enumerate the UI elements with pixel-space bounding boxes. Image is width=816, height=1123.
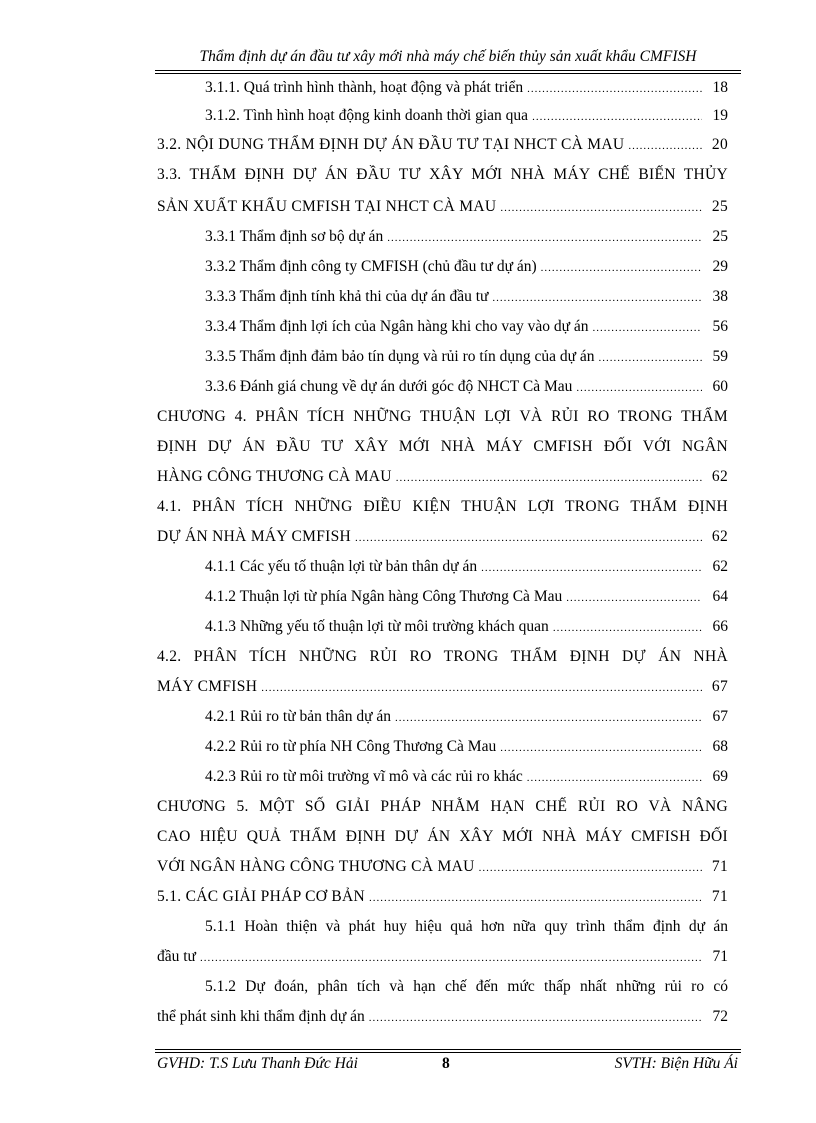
toc-entry-title: 5.1. CÁC GIẢI PHÁP CƠ BẢN	[157, 888, 366, 905]
toc-entry-4-2-1[interactable]	[205, 706, 728, 728]
toc-entry-title: 3.3.2 Thẩm định công ty CMFISH (chủ đầu tư dự án)	[205, 258, 537, 275]
toc-entry-5-1-2[interactable]	[157, 1006, 728, 1028]
toc-entry-page: 56	[712, 318, 728, 335]
toc-entry-title: 3.3.3 Thẩm định tính khả thi của dự án đầu tư	[205, 288, 489, 305]
toc-entry-3-3-1[interactable]	[205, 226, 728, 248]
toc-entry-title: 3.1.2. Tình hình hoạt động kinh doanh thời gian qua	[205, 107, 529, 124]
toc-entry-title: 3.3.5 Thẩm định đảm bảo tín dụng và rủi ro tín dụng của dự án	[205, 348, 595, 365]
toc-entry-page: 67	[712, 708, 728, 725]
toc-entry-page: 68	[712, 738, 728, 755]
toc-entry-title: MÁY CMFISH	[157, 678, 258, 695]
toc-entry-page: 25	[712, 228, 728, 245]
footer-advisor: GVHD: T.S Lưu Thanh Đức Hải	[157, 1055, 358, 1072]
toc-entry-page: 29	[712, 258, 728, 275]
toc-entry-4-2-line1[interactable]: 4.2. PHÂN TÍCH NHỮNG RỦI RO TRONG THẨM ĐỊNH DỰ ÁN NHÀ	[157, 648, 728, 665]
toc-entry-4-1-2[interactable]	[205, 586, 728, 608]
toc-entry-title: 4.2.1 Rủi ro từ bản thân dự án	[205, 708, 391, 725]
toc-entry-page: 62	[712, 558, 728, 575]
toc-entry-3-1-1[interactable]	[205, 77, 728, 99]
page-header-title: Thẩm định dự án đầu tư xây mới nhà máy chế biến thủy sản xuất khẩu CMFISH	[199, 48, 697, 65]
toc-entry-page: 71	[711, 888, 728, 905]
toc-entry-page: 59	[712, 348, 728, 365]
toc-entry-page: 62	[711, 468, 728, 485]
toc-chapter-5-line1[interactable]: CHƯƠNG 5. MỘT SỐ GIẢI PHÁP NHẰM HẠN CHẾ RỦI RO VÀ NÂNG	[157, 798, 728, 815]
toc-entry-title: 4.2.3 Rủi ro từ môi trường vĩ mô và các rủi ro khác	[205, 768, 523, 785]
toc-entry-5-1[interactable]	[157, 886, 728, 908]
toc-entry-title: VỚI NGÂN HÀNG CÔNG THƯƠNG CÀ MAU	[157, 858, 475, 875]
toc-entry-3-3-3[interactable]	[205, 286, 728, 308]
toc-entry-page: 69	[712, 768, 728, 785]
toc-entry-3-3-6[interactable]	[205, 376, 728, 398]
toc-entry-title: 4.1.3 Những yếu tố thuận lợi từ môi trường khách quan	[205, 618, 549, 635]
toc-chapter-5[interactable]	[157, 856, 728, 878]
toc-entry-4-1-line1[interactable]: 4.1. PHÂN TÍCH NHỮNG ĐIỀU KIỆN THUẬN LỢI TRONG THẨM ĐỊNH	[157, 498, 728, 515]
toc-entry-page: 19	[712, 107, 728, 124]
toc-entry-title: DỰ ÁN NHÀ MÁY CMFISH	[157, 528, 351, 545]
toc-entry-page: 60	[712, 378, 728, 395]
toc-entry-title: HÀNG CÔNG THƯƠNG CÀ MAU	[157, 468, 392, 485]
toc-entry-5-1-1[interactable]	[157, 946, 728, 968]
toc-entry-4-1-3[interactable]	[205, 616, 728, 638]
toc-entry-4-1-1[interactable]	[205, 556, 728, 578]
toc-entry-title: 3.3.4 Thẩm định lợi ích của Ngân hàng khi cho vay vào dự án	[205, 318, 589, 335]
toc-entry-3-3-5[interactable]	[205, 346, 728, 368]
toc-entry-page: 18	[712, 79, 728, 96]
toc-entry-title: 3.2. NỘI DUNG THẨM ĐỊNH DỰ ÁN ĐẦU TƯ TẠI NHCT CÀ MAU	[157, 136, 625, 153]
toc-entry-page: 67	[711, 678, 728, 695]
toc-entry-page: 64	[712, 588, 728, 605]
toc-entry-title: 3.3.6 Đánh giá chung về dự án dưới góc độ NHCT Cà Mau	[205, 378, 573, 395]
footer-page-number: 8	[442, 1055, 450, 1072]
toc-chapter-5-line2[interactable]: CAO HIỆU QUẢ THẨM ĐỊNH DỰ ÁN XÂY MỚI NHÀ MÁY CMFISH ĐỐI	[157, 828, 728, 845]
toc-entry-3-3-line1[interactable]: 3.3. THẨM ĐỊNH DỰ ÁN ĐẦU TƯ XÂY MỚI NHÀ MÁY CHẾ BIẾN THỦY	[157, 166, 728, 183]
toc-entry-title: 4.1.1 Các yếu tố thuận lợi từ bản thân dự án	[205, 558, 478, 575]
toc-entry-3-3[interactable]	[157, 196, 728, 218]
toc-entry-title: đầu tư	[157, 948, 196, 965]
toc-entry-page: 71	[712, 948, 728, 965]
toc-entry-page: 66	[712, 618, 728, 635]
toc-entry-3-1-2[interactable]	[205, 105, 728, 127]
footer-rule	[155, 1052, 741, 1053]
toc-entry-title: SẢN XUẤT KHẨU CMFISH TẠI NHCT CÀ MAU	[157, 198, 497, 215]
toc-entry-3-3-2[interactable]	[205, 256, 728, 278]
toc-entry-5-1-2-line1[interactable]: 5.1.2 Dự đoán, phân tích và hạn chế đến mức thấp nhất những rủi ro có	[205, 978, 728, 995]
toc-entry-3-3-4[interactable]	[205, 316, 728, 338]
toc-entry-page: 38	[712, 288, 728, 305]
toc-entry-5-1-1-line1[interactable]: 5.1.1 Hoàn thiện và phát huy hiệu quả hơn nữa quy trình thẩm định dự án	[205, 918, 728, 935]
toc-entry-page: 20	[711, 136, 728, 153]
toc-entry-3-2[interactable]	[157, 134, 728, 156]
toc-entry-4-2[interactable]	[157, 676, 728, 698]
toc-entry-4-2-3[interactable]	[205, 766, 728, 788]
toc-chapter-4-line1[interactable]: CHƯƠNG 4. PHÂN TÍCH NHỮNG THUẬN LỢI VÀ RỦI RO TRONG THẨM	[157, 408, 728, 425]
toc-entry-title: 3.1.1. Quá trình hình thành, hoạt động và phát triển	[205, 79, 524, 96]
toc-entry-page: 25	[711, 198, 728, 215]
toc-entry-title: 3.3.1 Thẩm định sơ bộ dự án	[205, 228, 384, 245]
toc-chapter-4-line2[interactable]: ĐỊNH DỰ ÁN ĐẦU TƯ XÂY MỚI NHÀ MÁY CMFISH ĐỐI VỚI NGÂN	[157, 438, 728, 455]
toc-entry-title: 4.1.2 Thuận lợi từ phía Ngân hàng Công Thương Cà Mau	[205, 588, 563, 605]
toc-entry-4-1[interactable]	[157, 526, 728, 548]
toc-entry-title: thể phát sinh khi thẩm định dự án	[157, 1008, 365, 1025]
footer-rule-thin	[155, 1049, 741, 1050]
toc-chapter-4[interactable]	[157, 466, 728, 488]
toc-entry-title: 4.2.2 Rủi ro từ phía NH Công Thương Cà Mau	[205, 738, 497, 755]
footer-student: SVTH: Biện Hữu Ái	[614, 1055, 738, 1072]
toc-entry-4-2-2[interactable]	[205, 736, 728, 758]
toc-entry-page: 71	[711, 858, 728, 875]
toc-entry-page: 72	[712, 1008, 728, 1025]
toc-entry-page: 62	[711, 528, 728, 545]
